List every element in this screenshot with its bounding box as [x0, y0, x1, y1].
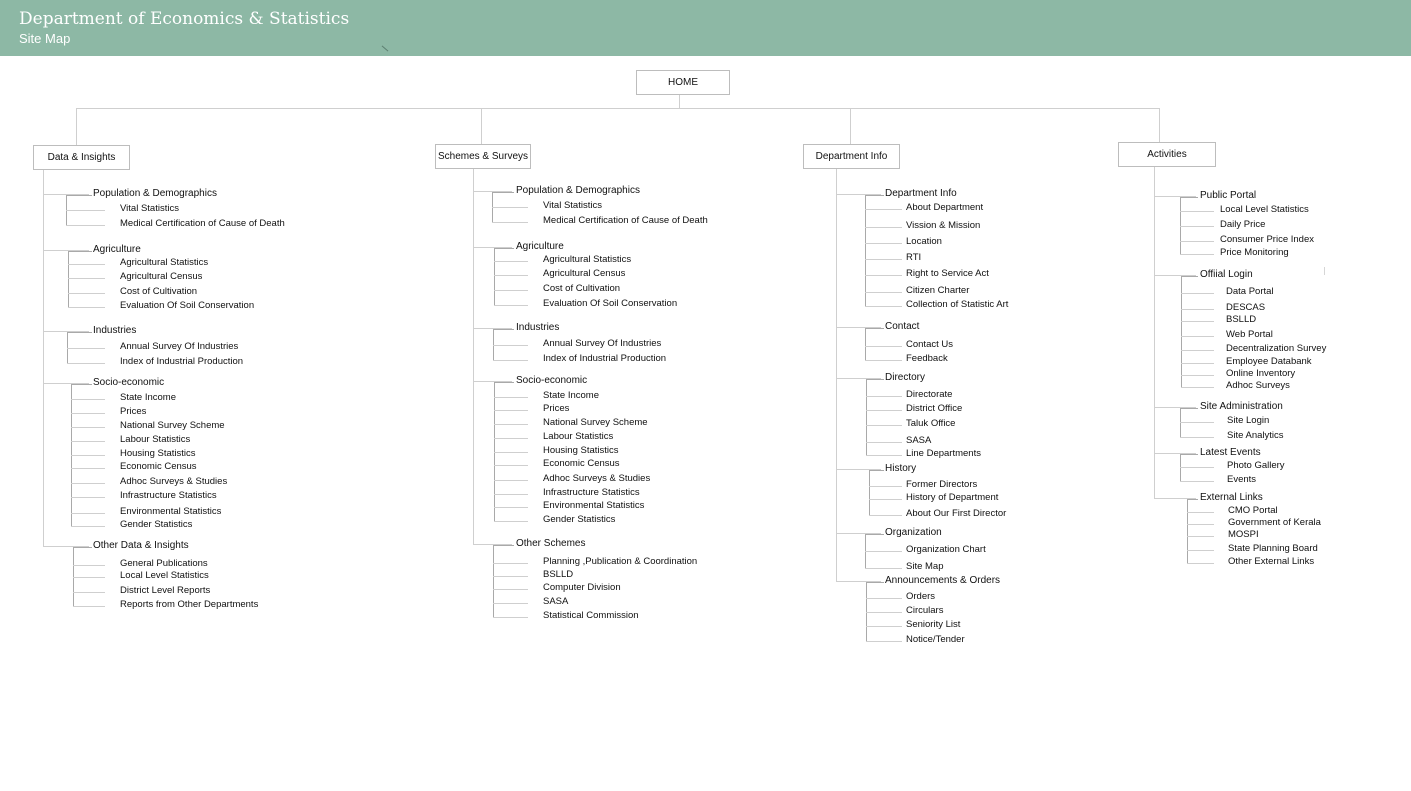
connector-line [493, 589, 528, 590]
sitemap-link-infrastructure-statistics[interactable]: Infrastructure Statistics [120, 490, 217, 501]
sitemap-link-agricultural-statistics[interactable]: Agricultural Statistics [543, 254, 632, 265]
connector-line [866, 442, 902, 443]
connector-line [866, 582, 884, 583]
sitemap-link-notice-tender[interactable]: Notice/Tender [906, 634, 965, 645]
sitemap-link-cost-of-cultivation[interactable]: Cost of Cultivation [543, 283, 621, 294]
sitemap-link-directorate[interactable]: Directorate [906, 389, 953, 400]
sitemap-link-national-survey-scheme[interactable]: National Survey Scheme [120, 420, 225, 431]
connector-line [1180, 467, 1214, 468]
sitemap-link-circulars[interactable]: Circulars [906, 605, 944, 616]
connector-line [76, 108, 1160, 109]
connector-line [1181, 309, 1214, 310]
connector-line [865, 551, 902, 552]
sitemap-link-labour-statistics[interactable]: Labour Statistics [120, 434, 191, 445]
group-heading-history[interactable]: History [885, 463, 917, 474]
connector-line [865, 328, 884, 329]
connector-line [1180, 437, 1214, 438]
sitemap-link-cmo-portal[interactable]: CMO Portal [1228, 505, 1278, 516]
connector-line [68, 251, 69, 307]
connector-line [494, 275, 528, 276]
home-node[interactable]: HOME [636, 70, 730, 95]
connector-line [493, 545, 514, 546]
connector-line [494, 305, 528, 306]
sitemap-link-local-level-statistics[interactable]: Local Level Statistics [120, 570, 209, 581]
sitemap-link-vital-statistics[interactable]: Vital Statistics [120, 203, 179, 214]
connector-line [493, 563, 528, 564]
sitemap-link-employee-databank[interactable]: Employee Databank [1226, 356, 1312, 367]
connector-line [68, 307, 105, 308]
connector-line [71, 526, 105, 527]
sitemap-link-housing-statistics[interactable]: Housing Statistics [543, 445, 619, 456]
connector-line [836, 169, 837, 581]
connector-line [73, 577, 105, 578]
connector-line [869, 470, 870, 515]
connector-line [865, 195, 866, 306]
sitemap-link-history-of-department[interactable]: History of Department [906, 492, 999, 503]
sitemap-link-annual-survey-of-industries[interactable]: Annual Survey Of Industries [120, 341, 239, 352]
connector-line [866, 425, 902, 426]
sitemap-link-online-inventory[interactable]: Online Inventory [1226, 368, 1296, 379]
sitemap-link-annual-survey-of-industries[interactable]: Annual Survey Of Industries [543, 338, 662, 349]
connector-line [67, 363, 105, 364]
connector-line [869, 486, 902, 487]
connector-line [865, 306, 902, 307]
connector-line [494, 507, 528, 508]
group-heading-other-schemes[interactable]: Other Schemes [516, 538, 586, 549]
category-node-department-info[interactable]: Department Info [803, 144, 900, 169]
sitemap-link-prices[interactable]: Prices [543, 403, 570, 414]
connector-line [1187, 499, 1188, 563]
sitemap-link-rti[interactable]: RTI [906, 252, 922, 263]
sitemap-link-site-map[interactable]: Site Map [906, 561, 944, 572]
page-title: Department of Economics & Statistics [19, 9, 350, 29]
connector-line [494, 424, 528, 425]
connector-line [66, 225, 105, 226]
sitemap-link-evaluation-of-soil-conservation[interactable]: Evaluation Of Soil Conservation [120, 300, 255, 311]
connector-line [494, 290, 528, 291]
connector-line [866, 626, 902, 627]
connector-line [66, 210, 105, 211]
connector-line [866, 410, 902, 411]
sitemap-link-government-of-kerala[interactable]: Government of Kerala [1228, 517, 1321, 528]
connector-line [866, 379, 867, 455]
sitemap-link-agricultural-census[interactable]: Agricultural Census [120, 271, 203, 282]
connector-line [492, 192, 514, 193]
sitemap-link-vital-statistics[interactable]: Vital Statistics [543, 200, 602, 211]
connector-line [494, 397, 528, 398]
connector-line [73, 565, 105, 566]
connector-line [1181, 387, 1214, 388]
sitemap-link-environmental-statistics[interactable]: Environmental Statistics [543, 500, 645, 511]
sitemap-link-computer-division[interactable]: Computer Division [543, 582, 621, 593]
connector-line [71, 399, 105, 400]
connector-line [1187, 563, 1214, 564]
connector-line [865, 195, 884, 196]
connector-line [1187, 499, 1198, 500]
connector-line [1180, 254, 1214, 255]
divider-mark [1324, 267, 1325, 275]
category-node-data-and-insights[interactable]: Data & Insights [33, 145, 130, 170]
sitemap-link-taluk-office[interactable]: Taluk Office [906, 418, 956, 429]
connector-line [866, 612, 902, 613]
connector-line [67, 348, 105, 349]
sitemap-link-state-income[interactable]: State Income [543, 390, 599, 401]
connector-line [494, 248, 514, 249]
sitemap-link-environmental-statistics[interactable]: Environmental Statistics [120, 506, 222, 517]
sitemap-link-district-office[interactable]: District Office [906, 403, 963, 414]
sitemap-link-planning-publication-and-coordination[interactable]: Planning ,Publication & Coordination [543, 556, 698, 567]
connector-line [1180, 211, 1214, 212]
connector-line [71, 413, 105, 414]
connector-line [1187, 524, 1214, 525]
sitemap-link-gender-statistics[interactable]: Gender Statistics [120, 519, 193, 530]
connector-line [494, 452, 528, 453]
sitemap-link-location[interactable]: Location [906, 236, 942, 247]
sitemap-link-index-of-industrial-production[interactable]: Index of Industrial Production [120, 356, 244, 367]
sitemap-link-web-portal[interactable]: Web Portal [1226, 329, 1273, 340]
sitemap-link-evaluation-of-soil-conservation[interactable]: Evaluation Of Soil Conservation [543, 298, 678, 309]
sitemap-link-adhoc-surveys-and-studies[interactable]: Adhoc Surveys & Studies [120, 476, 228, 487]
connector-line [865, 328, 866, 360]
connector-line [869, 515, 902, 516]
category-node-activities[interactable]: Activities [1118, 142, 1216, 167]
connector-line [1180, 422, 1214, 423]
sitemap-link-site-login[interactable]: Site Login [1227, 415, 1270, 426]
sitemap-link-collection-of-statistic-art[interactable]: Collection of Statistic Art [906, 299, 1009, 310]
connector-line [71, 427, 105, 428]
sitemap-link-national-survey-scheme[interactable]: National Survey Scheme [543, 417, 648, 428]
connector-line [865, 259, 902, 260]
connector-line [73, 606, 105, 607]
connector-line [1159, 108, 1160, 142]
connector-line [1180, 226, 1214, 227]
group-heading-industries[interactable]: Industries [93, 325, 137, 336]
connector-line [494, 480, 528, 481]
connector-line [865, 360, 902, 361]
sitemap-link-contact-us[interactable]: Contact Us [906, 339, 953, 350]
sitemap-link-decentralization-survey[interactable]: Decentralization Survey [1226, 343, 1327, 354]
sitemap-link-state-planning-board[interactable]: State Planning Board [1228, 543, 1318, 554]
group-heading-agriculture[interactable]: Agriculture [93, 244, 141, 255]
group-heading-announcements-and-orders[interactable]: Announcements & Orders [885, 575, 1001, 586]
sitemap-link-events[interactable]: Events [1227, 474, 1257, 485]
connector-line [68, 264, 105, 265]
group-heading-latest-events[interactable]: Latest Events [1200, 447, 1261, 458]
group-heading-socio-economic[interactable]: Socio-economic [93, 377, 165, 388]
connector-line [1181, 375, 1214, 376]
connector-line [68, 251, 92, 252]
sitemap-link-district-level-reports[interactable]: District Level Reports [120, 585, 211, 596]
connector-line [66, 195, 92, 196]
group-heading-site-administration[interactable]: Site Administration [1200, 401, 1283, 412]
sitemap-link-bslld[interactable]: BSLLD [1226, 314, 1257, 325]
connector-line [493, 545, 494, 617]
connector-line [865, 534, 884, 535]
sitemap-link-medical-certification-of-cause-of-death[interactable]: Medical Certification of Cause of Death [120, 218, 285, 229]
connector-line [493, 360, 528, 361]
connector-line [865, 209, 902, 210]
sitemap-link-descas[interactable]: DESCAS [1226, 302, 1266, 313]
sitemap-link-data-portal[interactable]: Data Portal [1226, 286, 1274, 297]
group-heading-external-links[interactable]: External Links [1200, 492, 1263, 503]
connector-line [67, 332, 92, 333]
connector-line [1187, 536, 1214, 537]
sitemap-link-about-our-first-director[interactable]: About Our First Director [906, 508, 1007, 519]
connector-line [493, 603, 528, 604]
sitemap-link-agricultural-statistics[interactable]: Agricultural Statistics [120, 257, 209, 268]
sitemap-link-sasa[interactable]: SASA [543, 596, 569, 607]
group-heading-department-info[interactable]: Department Info [885, 188, 957, 199]
connector-line [1181, 336, 1214, 337]
group-heading-other-data-and-insights[interactable]: Other Data & Insights [93, 540, 189, 551]
sitemap-link-adhoc-surveys[interactable]: Adhoc Surveys [1226, 380, 1290, 391]
connector-line [850, 108, 851, 144]
connector-line [493, 329, 514, 330]
connector-line [71, 455, 105, 456]
group-heading-contact[interactable]: Contact [885, 321, 920, 332]
connector-line [494, 438, 528, 439]
sitemap-link-consumer-price-index[interactable]: Consumer Price Index [1220, 234, 1314, 245]
connector-line [71, 384, 92, 385]
sitemap-link-housing-statistics[interactable]: Housing Statistics [120, 448, 196, 459]
connector-line [1181, 321, 1214, 322]
sitemap-link-citizen-charter[interactable]: Citizen Charter [906, 285, 970, 296]
connector-line [494, 494, 528, 495]
connector-line [493, 576, 528, 577]
connector-line [71, 497, 105, 498]
connector-line [866, 641, 902, 642]
connector-line [866, 379, 884, 380]
connector-line [869, 470, 884, 471]
connector-line [494, 465, 528, 466]
connector-line [1180, 197, 1198, 198]
sitemap-link-economic-census[interactable]: Economic Census [120, 461, 197, 472]
connector-line [493, 617, 528, 618]
sitemap-link-infrastructure-statistics[interactable]: Infrastructure Statistics [543, 487, 640, 498]
sitemap-link-other-external-links[interactable]: Other External Links [1228, 556, 1315, 567]
category-node-schemes-and-surveys[interactable]: Schemes & Surveys [435, 144, 531, 169]
group-heading-public-portal[interactable]: Public Portal [1200, 190, 1257, 201]
connector-line [1181, 363, 1214, 364]
connector-line [1154, 167, 1155, 498]
sitemap-link-economic-census[interactable]: Economic Census [543, 458, 620, 469]
connector-line [493, 345, 528, 346]
group-heading-directory[interactable]: Directory [885, 372, 926, 383]
sitemap-link-feedback[interactable]: Feedback [906, 353, 948, 364]
connector-line [1187, 550, 1214, 551]
connector-line [71, 483, 105, 484]
sitemap-link-index-of-industrial-production[interactable]: Index of Industrial Production [543, 353, 667, 364]
sitemap-link-gender-statistics[interactable]: Gender Statistics [543, 514, 616, 525]
connector-line [866, 396, 902, 397]
group-heading-industries[interactable]: Industries [516, 322, 560, 333]
connector-line [865, 568, 902, 569]
connector-line [43, 170, 44, 546]
sitemap-link-vission-and-mission[interactable]: Vission & Mission [906, 220, 981, 231]
connector-line [73, 547, 92, 548]
connector-line [71, 441, 105, 442]
connector-line [1187, 512, 1214, 513]
sitemap-link-sasa[interactable]: SASA [906, 435, 932, 446]
connector-line [865, 275, 902, 276]
group-heading-organization[interactable]: Organization [885, 527, 942, 538]
sitemap-link-statistical-commission[interactable]: Statistical Commission [543, 610, 639, 621]
connector-line [71, 513, 105, 514]
connector-line [1181, 350, 1214, 351]
sitemap-link-state-income[interactable]: State Income [120, 392, 176, 403]
connector-line [494, 521, 528, 522]
sitemap-link-daily-price[interactable]: Daily Price [1220, 219, 1266, 230]
connector-line [68, 293, 105, 294]
connector-line [494, 248, 495, 305]
sitemap-link-seniority-list[interactable]: Seniority List [906, 619, 961, 630]
sitemap-link-reports-from-other-departments[interactable]: Reports from Other Departments [120, 599, 259, 610]
sitemap-link-prices[interactable]: Prices [120, 406, 147, 417]
group-heading-population-and-demographics[interactable]: Population & Demographics [93, 188, 217, 199]
sitemap-link-adhoc-surveys-and-studies[interactable]: Adhoc Surveys & Studies [543, 473, 651, 484]
sitemap-link-site-analytics[interactable]: Site Analytics [1227, 430, 1284, 441]
group-heading-socio-economic[interactable]: Socio-economic [516, 375, 588, 386]
connector-line [73, 592, 105, 593]
connector-line [679, 95, 680, 108]
connector-line [865, 292, 902, 293]
connector-line [68, 278, 105, 279]
sitemap-link-about-department[interactable]: About Department [906, 202, 984, 213]
connector-line [494, 261, 528, 262]
connector-line [1180, 454, 1198, 455]
sitemap-link-medical-certification-of-cause-of-death[interactable]: Medical Certification of Cause of Death [543, 215, 708, 226]
group-heading-agriculture[interactable]: Agriculture [516, 241, 564, 252]
group-heading-population-and-demographics[interactable]: Population & Demographics [516, 185, 640, 196]
connector-line [865, 243, 902, 244]
page-subtitle: Site Map [19, 31, 71, 46]
connector-line [1181, 276, 1198, 277]
sitemap-link-bslld[interactable]: BSLLD [543, 569, 574, 580]
sitemap-link-organization-chart[interactable]: Organization Chart [906, 544, 986, 555]
sitemap-link-local-level-statistics[interactable]: Local Level Statistics [1220, 204, 1309, 215]
sitemap-link-general-publications[interactable]: General Publications [120, 558, 208, 569]
connector-line [866, 455, 902, 456]
connector-line [865, 346, 902, 347]
connector-line [494, 410, 528, 411]
connector-line [866, 598, 902, 599]
sitemap-link-agricultural-census[interactable]: Agricultural Census [543, 268, 626, 279]
connector-line [1180, 408, 1198, 409]
sitemap-link-right-to-service-act[interactable]: Right to Service Act [906, 268, 989, 279]
connector-line [494, 382, 514, 383]
connector-line [1180, 241, 1214, 242]
sitemap-link-orders[interactable]: Orders [906, 591, 936, 602]
sitemap-link-cost-of-cultivation[interactable]: Cost of Cultivation [120, 286, 198, 297]
connector-line [481, 108, 482, 144]
connector-line [76, 108, 77, 145]
sitemap-link-former-directors[interactable]: Former Directors [906, 479, 978, 490]
connector-line [473, 169, 474, 544]
connector-line [865, 227, 902, 228]
connector-line [1180, 481, 1214, 482]
sitemap-link-price-monitoring[interactable]: Price Monitoring [1220, 247, 1289, 258]
connector-line [1181, 293, 1214, 294]
connector-line [492, 207, 528, 208]
connector-line [71, 468, 105, 469]
sitemap-link-photo-gallery[interactable]: Photo Gallery [1227, 460, 1285, 471]
group-heading-offiial-login[interactable]: Offiial Login [1200, 269, 1253, 280]
sitemap-link-line-departments[interactable]: Line Departments [906, 448, 981, 459]
connector-line [492, 222, 528, 223]
sitemap-link-mospi[interactable]: MOSPI [1228, 529, 1259, 540]
sitemap-link-labour-statistics[interactable]: Labour Statistics [543, 431, 614, 442]
connector-line [869, 499, 902, 500]
